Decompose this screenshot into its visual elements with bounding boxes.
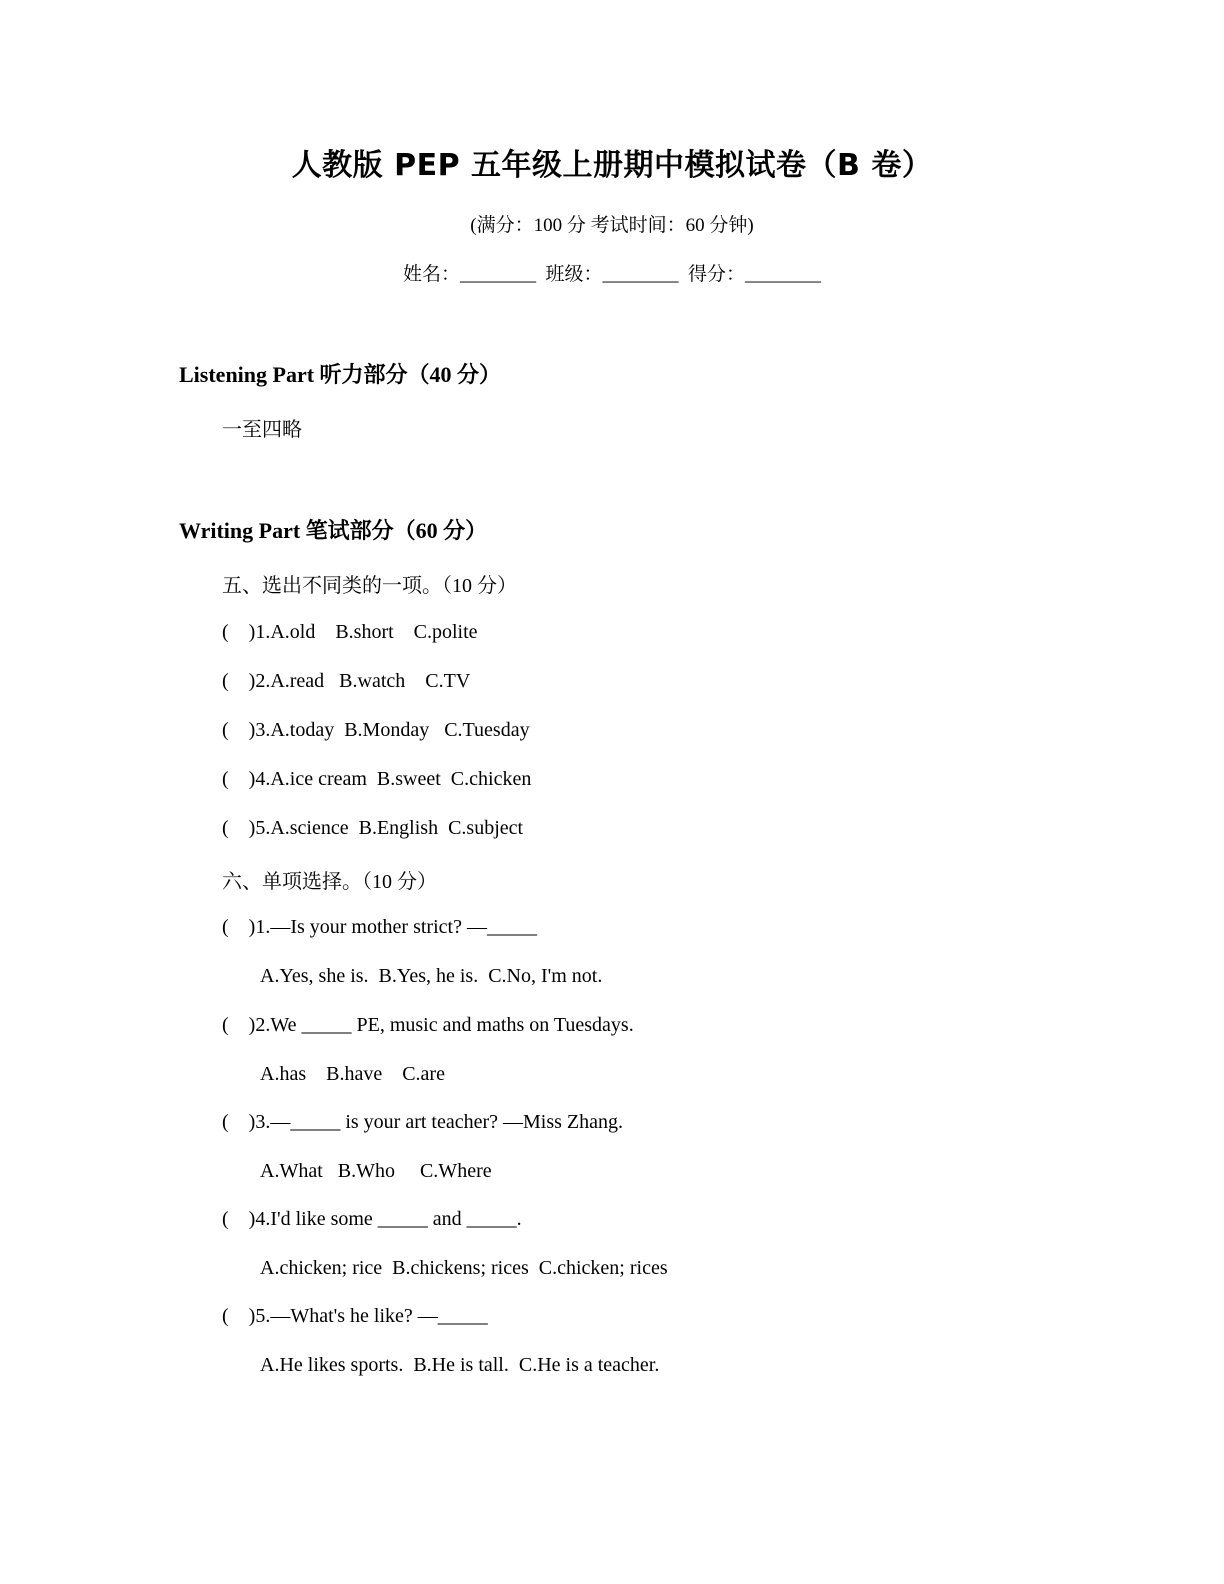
section6-question: ( )3.—_____ is your art teacher? —Miss Zhang. bbox=[222, 1111, 624, 1133]
section5-item: ( )3.A.today B.Monday C.Tuesday bbox=[222, 719, 530, 741]
listening-note: 一至四略 bbox=[222, 419, 302, 441]
section6-options: A.He likes sports. B.He is tall. C.He is a teacher. bbox=[260, 1354, 660, 1376]
writing-heading: Writing Part 笔试部分（60 分） bbox=[179, 518, 488, 543]
section6-options: A.chicken; rice B.chickens; rices C.chicken; rices bbox=[260, 1257, 668, 1279]
section6-question: ( )4.I'd like some _____ and _____. bbox=[222, 1208, 522, 1230]
section5-item: ( )2.A.read B.watch C.TV bbox=[222, 670, 471, 692]
student-info-line: 姓名：________ 班级：________ 得分：________ bbox=[402, 264, 821, 285]
section6-options: A.has B.have C.are bbox=[260, 1063, 445, 1085]
section5-item: ( )4.A.ice cream B.sweet C.chicken bbox=[222, 768, 532, 790]
exam-subtitle: (满分：100 分 考试时间：60 分钟) bbox=[470, 215, 754, 236]
section6-question: ( )2.We _____ PE, music and maths on Tuesdays. bbox=[222, 1014, 634, 1036]
section5-item: ( )5.A.science B.English C.subject bbox=[222, 817, 524, 839]
listening-heading: Listening Part 听力部分（40 分） bbox=[179, 362, 502, 387]
section6-question: ( )5.—What's he like? —_____ bbox=[222, 1305, 488, 1327]
section6-heading: 六、单项选择。（10 分） bbox=[222, 871, 437, 893]
section6-options: A.Yes, she is. B.Yes, he is. C.No, I'm not. bbox=[260, 965, 603, 987]
section6-options: A.What B.Who C.Where bbox=[260, 1160, 492, 1182]
section6-question: ( )1.—Is your mother strict? —_____ bbox=[222, 916, 537, 938]
section5-item: ( )1.A.old B.short C.polite bbox=[222, 621, 478, 643]
exam-title: 人教版 PEP 五年级上册期中模拟试卷（B 卷） bbox=[291, 148, 933, 183]
section5-heading: 五、选出不同类的一项。（10 分） bbox=[222, 575, 517, 597]
